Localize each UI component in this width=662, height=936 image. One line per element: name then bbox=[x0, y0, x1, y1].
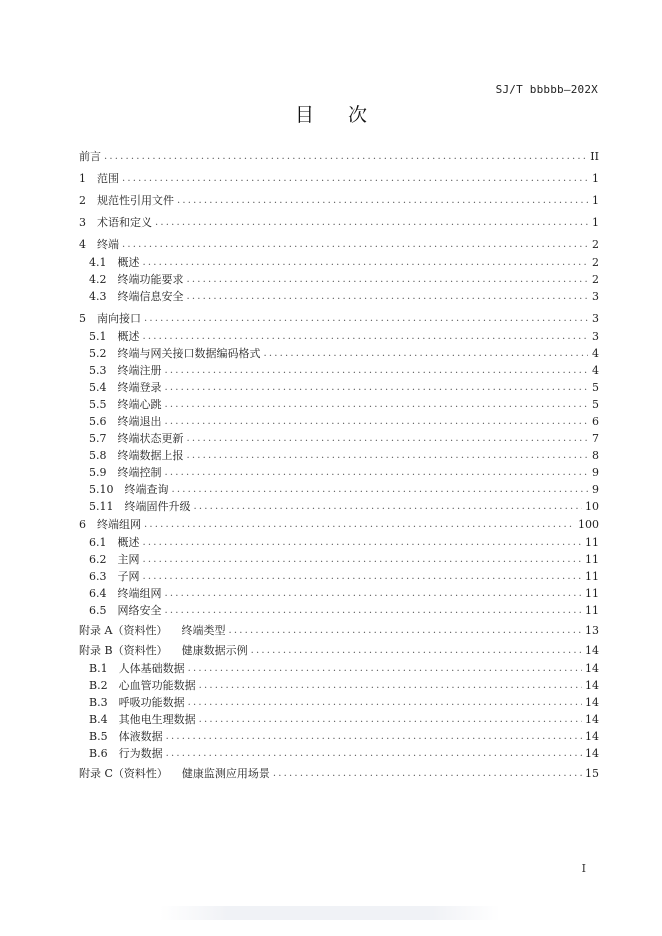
toc-entry-label bbox=[79, 568, 140, 586]
toc-entry-number: 4.2 bbox=[89, 273, 107, 286]
toc-entry-label bbox=[79, 192, 174, 210]
toc-entry-page: 100 bbox=[578, 518, 599, 531]
toc-entry-title: 概述 bbox=[117, 330, 140, 343]
toc-entry-page: 4 bbox=[592, 347, 599, 360]
toc-entry-title: 终端信息安全 bbox=[117, 290, 184, 303]
toc-entry-number: 5.10 bbox=[89, 483, 114, 496]
toc-entry[interactable] bbox=[79, 447, 599, 465]
toc-entry-label bbox=[79, 660, 185, 678]
toc-entry-label bbox=[79, 254, 140, 272]
toc-entry-title: 范围 bbox=[97, 172, 119, 185]
toc-leader-dots bbox=[155, 214, 588, 232]
toc-entry-title: 终端类型 bbox=[181, 624, 226, 637]
toc-entry-label bbox=[79, 551, 140, 569]
toc-entry-label bbox=[79, 765, 270, 783]
toc-entry-title: 规范性引用文件 bbox=[97, 194, 174, 207]
toc-entry-page: 9 bbox=[592, 483, 599, 496]
toc-entry-page: 1 bbox=[592, 194, 599, 207]
toc-entry[interactable] bbox=[79, 534, 599, 552]
toc-entry-page: 14 bbox=[585, 679, 599, 692]
toc-entry-label bbox=[79, 642, 248, 660]
watermark bbox=[160, 906, 500, 920]
toc-entry-title: 终端组网 bbox=[97, 518, 141, 531]
toc-entry-label bbox=[79, 677, 196, 695]
toc-entry-title: 健康监测应用场景 bbox=[181, 767, 270, 780]
toc-entry[interactable] bbox=[79, 192, 599, 210]
toc-entry-number: B.5 bbox=[89, 730, 108, 743]
toc-entry[interactable] bbox=[79, 464, 599, 482]
toc-leader-dots bbox=[165, 362, 589, 380]
toc-entry-label bbox=[79, 728, 163, 746]
toc-entry-number: 2 bbox=[79, 194, 86, 207]
page-title: 目次 bbox=[294, 104, 401, 126]
toc-entry-page: 5 bbox=[592, 398, 599, 411]
toc-leader-dots bbox=[194, 498, 583, 516]
toc-leader-dots bbox=[187, 271, 589, 289]
toc-entry-title: 网络安全 bbox=[117, 604, 162, 617]
toc-entry-label bbox=[79, 745, 163, 763]
toc-entry-title: 子网 bbox=[117, 570, 140, 583]
toc-entry-number: B.6 bbox=[89, 747, 108, 760]
toc-entry[interactable] bbox=[79, 745, 599, 763]
toc-entry[interactable] bbox=[79, 711, 599, 729]
toc-entry-page: 8 bbox=[592, 449, 599, 462]
toc-leader-dots bbox=[199, 677, 582, 695]
toc-leader-dots bbox=[143, 254, 589, 272]
toc-leader-dots bbox=[187, 447, 589, 465]
toc-entry-page: 3 bbox=[592, 312, 599, 325]
toc-entry-number: 附录 A（资料性） bbox=[79, 624, 168, 637]
toc-entry[interactable] bbox=[79, 728, 599, 746]
toc-entry[interactable] bbox=[79, 254, 599, 272]
toc-entry[interactable] bbox=[79, 328, 599, 346]
toc-entry[interactable] bbox=[79, 677, 599, 695]
toc-entry-page: 14 bbox=[585, 730, 599, 743]
toc-entry[interactable] bbox=[79, 568, 599, 586]
toc-entry-number: 6.2 bbox=[89, 553, 107, 566]
toc-entry-title: 终端登录 bbox=[117, 381, 162, 394]
toc-entry-label bbox=[79, 481, 169, 499]
toc-entry-page: 14 bbox=[585, 644, 599, 657]
toc-entry[interactable] bbox=[79, 622, 599, 640]
toc-entry-title: 南向接口 bbox=[97, 312, 141, 325]
toc-entry-number: 4 bbox=[79, 238, 86, 251]
toc-entry-page: 1 bbox=[592, 216, 599, 229]
toc-leader-dots bbox=[165, 602, 583, 620]
toc-entry[interactable] bbox=[79, 413, 599, 431]
toc-entry-label bbox=[79, 464, 162, 482]
toc-entry[interactable] bbox=[79, 170, 599, 188]
toc-entry-title: 终端查询 bbox=[124, 483, 169, 496]
toc-entry-title: 概述 bbox=[117, 256, 140, 269]
toc-entry-label bbox=[79, 362, 162, 380]
toc-entry-number: 6.1 bbox=[89, 536, 107, 549]
toc-entry-number: 6.3 bbox=[89, 570, 107, 583]
toc-entry-title: 体液数据 bbox=[118, 730, 163, 743]
toc-entry-number: 6.4 bbox=[89, 587, 107, 600]
toc-entry-page: 2 bbox=[592, 238, 599, 251]
toc-entry[interactable] bbox=[79, 362, 599, 380]
toc-leader-dots bbox=[143, 328, 589, 346]
toc-leader-dots bbox=[165, 464, 589, 482]
toc-entry-title: 终端组网 bbox=[117, 587, 162, 600]
toc-entry-title: 行为数据 bbox=[118, 747, 163, 760]
toc-entry-number: 3 bbox=[79, 216, 86, 229]
toc-entry[interactable] bbox=[79, 694, 599, 712]
toc-entry-number: 6.5 bbox=[89, 604, 107, 617]
toc-entry-number: B.2 bbox=[89, 679, 108, 692]
toc-leader-dots bbox=[251, 642, 582, 660]
toc-entry-page: 11 bbox=[585, 536, 599, 549]
toc-leader-dots bbox=[166, 728, 582, 746]
toc-entry[interactable] bbox=[79, 430, 599, 448]
toc-leader-dots bbox=[165, 585, 583, 603]
toc-entry[interactable] bbox=[79, 236, 599, 254]
toc-entry[interactable] bbox=[79, 271, 599, 289]
toc-entry-number: 5.6 bbox=[89, 415, 107, 428]
toc-leader-dots bbox=[122, 236, 588, 254]
toc-entry-title: 终端与网关接口数据编码格式 bbox=[117, 347, 261, 360]
toc-entry[interactable] bbox=[79, 660, 599, 678]
toc-entry-label bbox=[79, 310, 141, 328]
toc-entry-page: 14 bbox=[585, 662, 599, 675]
toc-entry-number: 附录 B（资料性） bbox=[79, 644, 168, 657]
toc-entry-label bbox=[79, 379, 162, 397]
toc-entry-label bbox=[79, 622, 225, 640]
toc-entry-title: 健康数据示例 bbox=[181, 644, 248, 657]
toc-entry-number: 5.5 bbox=[89, 398, 107, 411]
toc-leader-dots bbox=[187, 430, 589, 448]
toc-entry-page: 11 bbox=[585, 553, 599, 566]
toc-entry-label bbox=[79, 214, 152, 232]
toc-entry-label bbox=[79, 585, 162, 603]
toc-entry-label bbox=[79, 328, 140, 346]
toc-entry-title: 终端退出 bbox=[117, 415, 162, 428]
toc-leader-dots bbox=[172, 481, 589, 499]
toc-entry-number: 5.2 bbox=[89, 347, 107, 360]
toc-entry-page: 2 bbox=[592, 273, 599, 286]
toc-entry-title: 终端功能要求 bbox=[117, 273, 184, 286]
toc-entry-number: B.1 bbox=[89, 662, 108, 675]
toc-entry-number: 5.9 bbox=[89, 466, 107, 479]
toc-entry[interactable] bbox=[79, 765, 599, 783]
toc-entry-label bbox=[79, 345, 261, 363]
toc-entry-label bbox=[79, 413, 162, 431]
toc-entry-number: 5.1 bbox=[89, 330, 107, 343]
toc-leader-dots bbox=[143, 534, 583, 552]
toc-entry[interactable] bbox=[79, 345, 599, 363]
toc-entry-number: 附录 C（资料性） bbox=[79, 767, 168, 780]
toc-leader-dots bbox=[143, 568, 583, 586]
toc-entry-number: 4.3 bbox=[89, 290, 107, 303]
toc-entry-label bbox=[79, 516, 141, 534]
toc-entry-title: 终端心跳 bbox=[117, 398, 162, 411]
toc-entry-title: 终端注册 bbox=[117, 364, 162, 377]
toc-leader-dots bbox=[177, 192, 588, 210]
toc-entry[interactable] bbox=[79, 396, 599, 414]
toc-entry-title: 心血管功能数据 bbox=[118, 679, 196, 692]
toc-entry-title: 终端 bbox=[97, 238, 119, 251]
toc-entry-page: 14 bbox=[585, 747, 599, 760]
toc-entry-page: 7 bbox=[592, 432, 599, 445]
toc-entry[interactable] bbox=[79, 585, 599, 603]
toc-entry-number: 5.7 bbox=[89, 432, 107, 445]
toc-entry-label bbox=[79, 396, 162, 414]
toc-entry-number: 6 bbox=[79, 518, 86, 531]
toc-entry-title: 概述 bbox=[117, 536, 140, 549]
toc-entry-page: II bbox=[590, 150, 599, 163]
toc-leader-dots bbox=[187, 288, 589, 306]
toc-leader-dots bbox=[144, 310, 588, 328]
toc-entry-title: 其他电生理数据 bbox=[118, 713, 196, 726]
toc-entry-page: 3 bbox=[592, 330, 599, 343]
toc-entry-page: 11 bbox=[585, 604, 599, 617]
toc-entry[interactable] bbox=[79, 214, 599, 232]
toc-entry-label bbox=[79, 534, 140, 552]
toc-entry-page: 14 bbox=[585, 696, 599, 709]
toc-entry-number: 1 bbox=[79, 172, 86, 185]
toc-entry-number: 5.8 bbox=[89, 449, 107, 462]
toc-leader-dots bbox=[104, 148, 587, 166]
toc-entry-page: 11 bbox=[585, 570, 599, 583]
toc-entry-title: 终端数据上报 bbox=[117, 449, 184, 462]
toc-entry[interactable] bbox=[79, 148, 599, 166]
toc-leader-dots bbox=[228, 622, 582, 640]
toc-entry-title: 终端状态更新 bbox=[117, 432, 184, 445]
toc-leader-dots bbox=[199, 711, 582, 729]
toc-entry-label bbox=[79, 236, 119, 254]
toc-entry[interactable] bbox=[79, 481, 599, 499]
toc-entry-page: 4 bbox=[592, 364, 599, 377]
toc-leader-dots bbox=[165, 379, 589, 397]
toc-entry-label bbox=[79, 148, 101, 166]
toc-entry-label bbox=[79, 498, 191, 516]
toc-entry-page: 6 bbox=[592, 415, 599, 428]
toc-leader-dots bbox=[143, 551, 583, 569]
toc-entry-label bbox=[79, 711, 196, 729]
toc-entry-page: 15 bbox=[585, 767, 599, 780]
toc-entry[interactable] bbox=[79, 602, 599, 620]
toc-entry-page: 3 bbox=[592, 290, 599, 303]
toc-entry-title: 主网 bbox=[117, 553, 140, 566]
toc-leader-dots bbox=[144, 516, 575, 534]
toc-entry-page: 13 bbox=[585, 624, 599, 637]
toc-entry-label bbox=[79, 271, 184, 289]
toc-leader-dots bbox=[166, 745, 582, 763]
toc-entry-number: 5 bbox=[79, 312, 86, 325]
toc-entry-title: 呼吸功能数据 bbox=[118, 696, 185, 709]
toc-entry-number: 5.3 bbox=[89, 364, 107, 377]
toc-leader-dots bbox=[165, 413, 589, 431]
toc-entry-label bbox=[79, 170, 119, 188]
toc-entry-number: 5.11 bbox=[89, 500, 114, 513]
toc-entry-label bbox=[79, 288, 184, 306]
toc-entry-title: 终端固件升级 bbox=[124, 500, 191, 513]
toc-leader-dots bbox=[273, 765, 582, 783]
toc-leader-dots bbox=[122, 170, 588, 188]
toc-entry-title: 终端控制 bbox=[117, 466, 162, 479]
toc-leader-dots bbox=[188, 660, 582, 678]
toc-entry-page: 10 bbox=[585, 500, 599, 513]
toc-entry[interactable] bbox=[79, 498, 599, 516]
toc-entry-page: 5 bbox=[592, 381, 599, 394]
toc-leader-dots bbox=[188, 694, 582, 712]
toc-entry-number: 4.1 bbox=[89, 256, 107, 269]
toc-entry[interactable] bbox=[79, 379, 599, 397]
toc-entry-label bbox=[79, 602, 162, 620]
toc-entry[interactable] bbox=[79, 516, 599, 534]
toc-entry[interactable] bbox=[79, 310, 599, 328]
toc-entry-number: B.4 bbox=[89, 713, 108, 726]
toc-entry-label bbox=[79, 694, 185, 712]
toc-entry-title: 前言 bbox=[79, 150, 101, 163]
toc-entry-number: 5.4 bbox=[89, 381, 107, 394]
toc-entry-page: 1 bbox=[592, 172, 599, 185]
toc-leader-dots bbox=[165, 396, 589, 414]
toc-leader-dots bbox=[264, 345, 589, 363]
toc-entry-label bbox=[79, 447, 184, 465]
toc-entry-page: 9 bbox=[592, 466, 599, 479]
page-number: I bbox=[581, 862, 586, 875]
toc-entry-page: 14 bbox=[585, 713, 599, 726]
toc-entry-title: 术语和定义 bbox=[97, 216, 152, 229]
toc-entry-label bbox=[79, 430, 184, 448]
toc-entry-title: 人体基础数据 bbox=[118, 662, 185, 675]
toc-entry-page: 2 bbox=[592, 256, 599, 269]
document-code: SJ/T bbbbb—202X bbox=[495, 83, 598, 96]
toc-entry-page: 11 bbox=[585, 587, 599, 600]
toc-entry[interactable] bbox=[79, 288, 599, 306]
toc-entry[interactable] bbox=[79, 642, 599, 660]
toc-entry-number: B.3 bbox=[89, 696, 108, 709]
toc-entry[interactable] bbox=[79, 551, 599, 569]
